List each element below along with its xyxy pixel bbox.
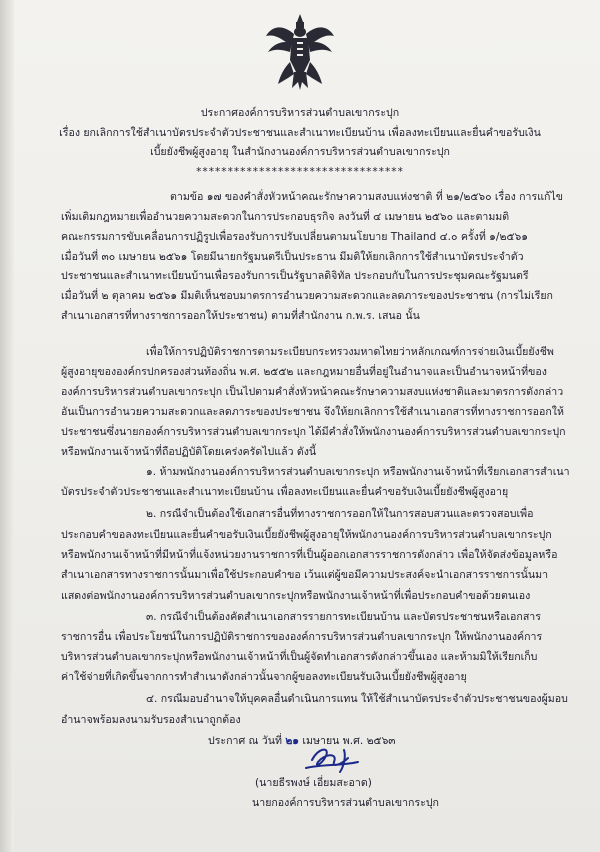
- signatory-position: นายกองค์การบริหารส่วนตำบลเขากระปุก: [252, 797, 439, 809]
- item-3-line-3: บริหารส่วนตำบลเขากระปุกหรือพนักงานเจ้าหน้าที่เป็นผู้จัดทำเอกสารดังกล่าวขึ้นเอง และห้ามมิให้เรียกเก็บ: [61, 651, 538, 663]
- paragraph-2-line-2: ผู้สูงอายุขององค์กรปกครองส่วนท้องถิ่น พ.ศ. ๒๕๕๒ และกฎหมายอื่นที่อยู่ในอำนาจและเป็นอำนาจหน้าที่ของ: [61, 366, 547, 378]
- paragraph-2-line-6: หรือพนักงานเจ้าหน้าที่ถือปฏิบัติโดยเคร่งครัดไปแล้ว ดังนี้: [61, 446, 317, 458]
- separator-stars: *********************************: [196, 166, 404, 178]
- announcement-date: [208, 734, 396, 748]
- item-3-line-4: ค่าใช้จ่ายที่เกิดขึ้นจากการทำสำเนาดังกล่าวนั้นจากผู้ขอลงทะเบียนรับเงินเบี้ยยังชีพผู้สูงอายุ: [61, 671, 467, 683]
- item-2-line-2: ประกอบคำขอลงทะเบียนและยื่นคำขอรับเงินเบี้ยยังชีพผู้สูงอายุให้พนักงานองค์การบริหารส่วนตำบลเขากระปุก: [61, 529, 552, 541]
- paragraph-1-line-4: เมื่อวันที่ ๓๐ เมษายน ๒๕๖๑ โดยมีนายกรัฐมนตรีเป็นประธาน มีมติให้ยกเลิกการใช้สำเนาบัตรประจำตัว: [61, 251, 524, 263]
- announcement-title: ประกาศองค์การบริหารส่วนตำบลเขากระปุก: [200, 107, 400, 119]
- item-1-line-1: ๑. ห้ามพนักงานองค์การบริหารส่วนตำบลเขากระปุก หรือพนักงานเจ้าหน้าที่เรียกเอกสารสำเนา: [146, 466, 570, 478]
- subject-line-1: เรื่อง ยกเลิกการใช้สำเนาบัตรประจำตัวประชาชนและสำเนาทะเบียนบ้าน เพื่อลงทะเบียนและยื่นคำขอรับเงิน: [59, 127, 541, 139]
- signatory-name: (นายธีรพงษ์ เอี่ยมสะอาด): [255, 777, 372, 789]
- item-2-line-3: หรือพนักงานเจ้าหน้าที่มีหน้าที่แจ้งหน่วยงานราชการที่เป็นผู้ออกเอกสารราชการดังกล่าว เพื่อให้จัดส่งข้อมูลหรือ: [61, 549, 558, 561]
- item-3-line-2: ราชการอื่น เพื่อประโยชน์ในการปฏิบัติราชการขององค์การบริหารส่วนตำบลเขากระปุก ให้พนักงานองค์การ: [61, 631, 543, 643]
- signature-mark: [304, 742, 360, 776]
- date-month-year: เมษายน พ.ศ. ๒๕๖๓: [302, 735, 396, 747]
- paragraph-1-line-2: เพิ่มเติมกฎหมายเพื่ออำนวยความสะดวกในการประกอบธุรกิจ ลงวันที่ ๔ เมษายน ๒๕๖๐ และตามมติ: [61, 211, 510, 223]
- item-2-line-5: แสดงต่อพนักงานองค์การบริหารส่วนตำบลเขากระปุกหรือพนักงานเจ้าหน้าที่เพื่อประกอบคำขอด้วยตนเอง: [61, 590, 531, 602]
- item-1-line-2: บัตรประจำตัวประชาชนและสำเนาทะเบียนบ้าน เพื่อลงทะเบียนและยื่นคำขอรับเงินเบี้ยยังชีพผู้สูงอายุ: [61, 486, 509, 498]
- garuda-emblem-icon: [264, 12, 336, 94]
- paragraph-2-line-4: อันเป็นการอำนวยความสะดวกและลดภาระของประชาชน จึงให้ยกเลิกการใช้สำเนาเอกสารที่ทางราชการออกให้: [61, 406, 564, 418]
- paragraph-1-line-7: สำเนาเอกสารที่ทางราชการออกให้ประชาชน) ตามที่สำนักงาน ก.พ.ร. เสนอ นั้น: [61, 310, 420, 322]
- paragraph-2-line-3: องค์การบริหารส่วนตำบลเขากระปุก เป็นไปตามคำสั่งหัวหน้าคณะรักษาความสงบแห่งชาติและมาตรการดังกล่าว: [61, 386, 564, 398]
- item-3-line-1: ๓. กรณีจำเป็นต้องคัดสำเนาเอกสารรายการทะเบียนบ้าน และบัตรประชาชนหรือเอกสาร: [146, 611, 541, 623]
- subject-line-2: เบี้ยยังชีพผู้สูงอายุ ในสำนักงานองค์การบริหารส่วนตำบลเขากระปุก: [150, 146, 450, 158]
- date-day-handwritten: ๒๑: [285, 735, 300, 747]
- paragraph-2-line-1: เพื่อให้การปฏิบัติราชการตามระเบียบกระทรวงมหาดไทยว่าหลักเกณฑ์การจ่ายเงินเบี้ยยังชีพ: [146, 346, 554, 358]
- paragraph-1-line-5: ประชาชนและสำเนาทะเบียนบ้านเพื่อรองรับการเป็นรัฐบาลดิจิทัล ประกอบกับในการประชุมคณะรัฐมนตรี: [61, 270, 529, 282]
- paragraph-1-line-6: เมื่อวันที่ ๒ ตุลาคม ๒๕๖๑ มีมติเห็นชอบมาตรการอำนวยความสะดวกและลดภาระของประชาชน (การไม่เรียก: [61, 290, 553, 302]
- paragraph-1-line-1: ตามข้อ ๑๗ ของคำสั่งหัวหน้าคณะรักษาความสงบแห่งชาติ ที่ ๒๑/๒๕๖๐ เรื่อง การแก้ไข: [170, 191, 564, 203]
- paragraph-1-line-3: คณะกรรมการขับเคลื่อนการปฏิรูปเพื่อรองรับการปรับเปลี่ยนตามนโยบาย Thailand ๔.๐ ครั้งที่ ๑/๒๕๖๑: [61, 231, 528, 243]
- paragraph-2-line-5: ประชาชนซึ่งนายกองค์การบริหารส่วนตำบลเขากระปุก ได้มีคำสั่งให้พนักงานองค์การบริหารส่วนตำบลเขากระปุก: [61, 426, 566, 438]
- item-2-line-1: ๒. กรณีจำเป็นต้องใช้เอกสารอื่นที่ทางราชการออกให้ในการสอบสวนและตรวจสอบเพื่อ: [146, 508, 534, 520]
- item-4-line-1: ๔. กรณีมอบอำนาจให้บุคคลอื่นดำเนินการแทน ให้ใช้สำเนาบัตรประจำตัวประชาชนของผู้มอบ: [146, 693, 568, 705]
- item-4-line-2: อำนาจพร้อมลงนามรับรองสำเนาถูกต้อง: [61, 714, 241, 726]
- item-2-line-4: สำเนาเอกสารทางราชการนั้นมาเพื่อใช้ประกอบคำขอ เว้นแต่ผู้ขอมีความประสงค์จะนำเอกสารราชการนั้นมา: [61, 569, 549, 581]
- date-prefix: ประกาศ ณ วันที่: [208, 735, 282, 747]
